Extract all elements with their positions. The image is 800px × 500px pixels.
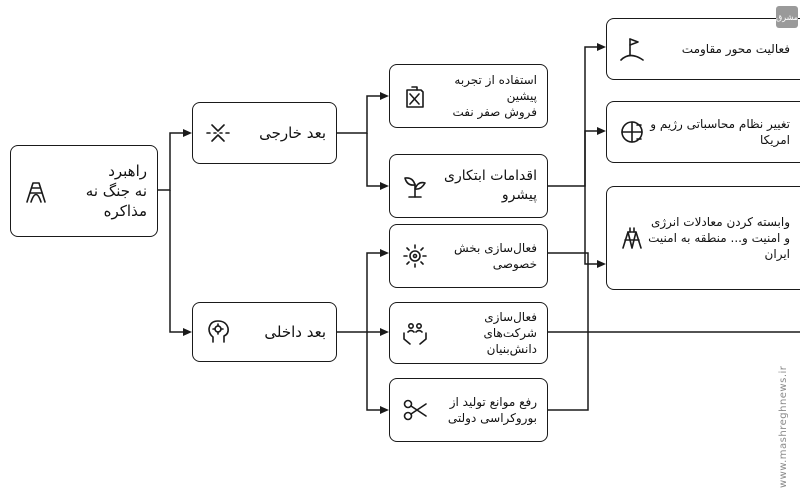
energy-security-label: وابسته کردن معادلات انرژی و امنیت و... منطقه به امنیت ایران xyxy=(648,214,790,262)
regime-calculation-node xyxy=(606,101,800,163)
external-branch-label: بعد خارجی xyxy=(259,123,326,142)
root-node xyxy=(10,145,158,237)
scissors-icon xyxy=(400,395,430,425)
root-label: راهبرد نه جنگ نه مذاکره xyxy=(85,161,147,221)
bureaucracy-label: رفع موانع تولید از بوروکراسی دولتی xyxy=(447,394,537,425)
private-sector-node xyxy=(389,224,548,288)
globe-compass-icon xyxy=(617,117,647,147)
knowledge-based-node xyxy=(389,302,548,364)
oil-rig-icon xyxy=(617,223,647,253)
energy-security-node xyxy=(606,186,800,290)
flag-hill-icon xyxy=(617,34,647,64)
initiative-label: اقدامات ابتکاری پیشرو xyxy=(444,168,537,203)
knowledge-based-label: فعال‌سازی شرکت‌های دانش‌بنیان xyxy=(483,309,537,357)
azadi-tower-icon xyxy=(21,176,51,206)
initiative-node xyxy=(389,154,548,218)
sprout-icon xyxy=(400,171,430,201)
bureaucracy-node xyxy=(389,378,548,442)
regime-calculation-label: تغییر نظام محاسباتی رژیم و امریکا xyxy=(650,116,790,147)
oil-experience-node xyxy=(389,64,548,128)
watermark-text: www.mashreghnews.ir xyxy=(778,365,789,488)
head-gear-icon xyxy=(203,317,233,347)
resistance-axis-label: فعالیت محور مقاومت xyxy=(681,41,790,56)
fuel-can-icon xyxy=(400,81,430,111)
sun-gear-icon xyxy=(400,241,430,271)
arrows-collapse-icon xyxy=(203,118,233,148)
mashregh-logo: مشرق xyxy=(776,6,798,28)
oil-experience-label: استفاده از تجربه پیشین فروش صفر نفت xyxy=(452,72,537,120)
internal-branch-label: بعد داخلی xyxy=(264,322,326,341)
internal-branch-node xyxy=(192,302,337,362)
private-sector-label: فعال‌سازی بخش خصوصی xyxy=(454,240,537,271)
hands-people-icon xyxy=(400,318,430,348)
resistance-axis-node xyxy=(606,18,800,80)
external-branch-node xyxy=(192,102,337,164)
